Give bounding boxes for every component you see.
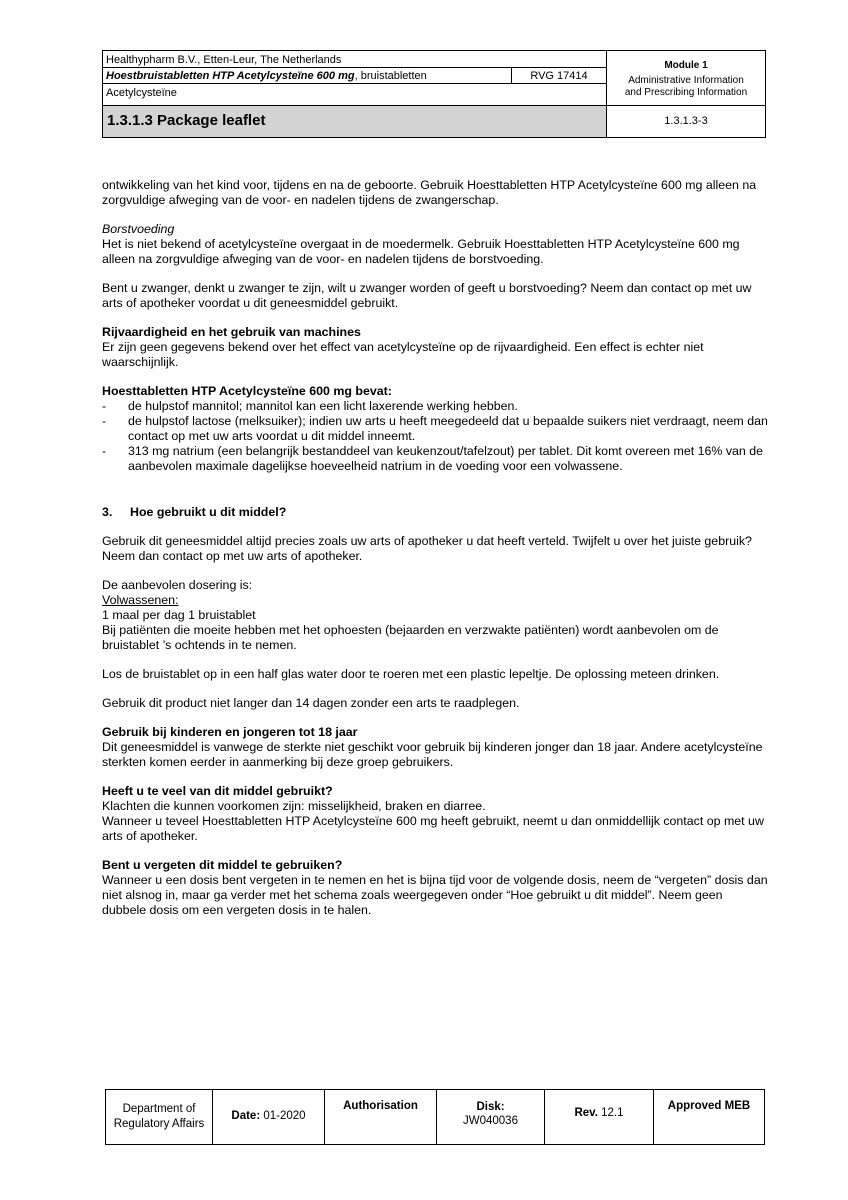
module-desc-1: Administrative Information [628,75,744,86]
footer-disk: Disk: JW040036 [437,1090,545,1144]
footer-department: Department of Regulatory Affairs [106,1090,213,1144]
paragraph: ontwikkeling van het kind voor, tijdens en na de geboorte. Gebruik Hoesttabletten HTP Acetylcysteïne 600 mg alleen na zorgvuldige afweging van de voor- en nadelen tijdens de zwangerschap. [102,178,757,207]
module-desc-2: and Prescribing Information [624,87,748,98]
paragraph: Klachten die kunnen voorkomen zijn: misselijkheid, braken en diarree. [102,799,486,813]
list-item: - de hulpstof lactose (melksuiker); indien uw arts u heeft meegedeeld dat u bepaalde suikers niet verdraagt, neem dan contact op met uw arts voordat u dit middel inneemt. [102,414,768,443]
contains-heading: Hoesttabletten HTP Acetylcysteïne 600 mg bevat: [102,384,392,398]
rvg-number: RVG 17414 [511,68,606,83]
paragraph: Wanneer u teveel Hoesttabletten HTP Acetylcysteïne 600 mg heeft gebruikt, neemt u dan onmiddellijk contact op met uw arts of apotheker. [102,814,764,843]
section-title: 1.3.1.3 Package leaflet [103,106,606,137]
paragraph: Wanneer u een dosis bent vergeten in te nemen en het is bijna tijd voor de volgende dosis, neem de “vergeten” dosis dan niet alsnog in, maar ga verder met het schema zoals weergegeven onder “Hoe gebruikt u dit middel”. Neem geen dubbele dosis om een vergeten dosis in te halen. [102,873,768,917]
dose-text: 1 maal per dag 1 bruistablet [102,608,256,622]
leaflet-body [102,178,768,918]
driving-heading: Rijvaardigheid en het gebruik van machines [102,325,361,339]
section-code: 1.3.1.3-3 [606,106,765,137]
list-item: - de hulpstof mannitol; mannitol kan een licht laxerende werking hebben. [102,399,518,413]
forgot-heading: Bent u vergeten dit middel te gebruiken? [102,858,343,872]
footer-authorisation: Authorisation [325,1090,437,1144]
footer-revision: Rev. 12.1 [545,1090,654,1144]
paragraph: Er zijn geen gegevens bekend over het effect van acetylcysteïne op de rijvaardigheid. Een effect is echter niet waarschijnlijk. [102,340,704,369]
footer-date: Date: 01-2020 [213,1090,325,1144]
product-name [106,69,506,83]
adults-label: Volwassenen: [102,593,179,607]
product-name-bold: Hoestbruistabletten HTP Acetylcysteïne 600 mg [106,70,355,82]
document-header [102,50,766,138]
module-box [606,51,765,106]
paragraph: Los de bruistablet op in een half glas water door te roeren met een plastic lepeltje. De oplossing meteen drinken. [102,667,720,681]
substance-name: Acetylcysteïne [103,84,606,106]
children-heading: Gebruik bij kinderen en jongeren tot 18 jaar [102,725,358,739]
module-label: Module 1 [664,60,708,71]
breastfeeding-heading: Borstvoeding [102,222,175,236]
footer-approved: Approved MEB [667,1100,751,1112]
paragraph: Gebruik dit product niet langer dan 14 dagen zonder een arts te raadplegen. [102,696,520,710]
dosage-intro: De aanbevolen dosering is: [102,578,253,592]
list-item: - 313 mg natrium (een belangrijk bestanddeel van keukenzout/tafelzout) per tablet. Dit komt overeen met 16% van de aanbevolen maximale dagelijkse hoeveelheid natrium in de voeding voor een volwassene. [102,444,764,473]
paragraph: Gebruik dit geneesmiddel altijd precies zoals uw arts of apotheker u dat heeft verteld. Twijfelt u over het juiste gebruik? Neem dan contact op met uw arts of apotheker. [102,534,752,563]
product-row [103,68,606,84]
product-form: , bruistabletten [354,70,427,82]
paragraph: Bij patiënten die moeite hebben met het ophoesten (bejaarden en verzwakte patiënten) wordt aanbevolen om de bruistablet ’s ochtends in te nemen. [102,623,719,652]
paragraph: Dit geneesmiddel is vanwege de sterkte niet geschikt voor gebruik bij kinderen jonger dan 18 jaar. Andere acetylcysteïne sterkten komen eerder in aanmerking bij deze groep gebruikers. [102,740,763,769]
company-name: Healthypharm B.V., Etten-Leur, The Netherlands [103,51,606,68]
paragraph: Bent u zwanger, denkt u zwanger te zijn, wilt u zwanger worden of geeft u borstvoeding? Neem dan contact op met uw arts of apotheker voordat u dit geneesmiddel gebruikt. [102,281,752,310]
paragraph: Het is niet bekend of acetylcysteïne overgaat in de moedermelk. Gebruik Hoesttabletten HTP Acetylcysteïne 600 mg alleen na zorgvuldige afweging van de voor- en nadelen tijdens de borstvoeding. [102,237,740,266]
document-footer [105,1089,765,1145]
overdose-heading: Heeft u te veel van dit middel gebruikt? [102,784,333,798]
section-3-heading: 3. Hoe gebruikt u dit middel? [102,505,287,519]
